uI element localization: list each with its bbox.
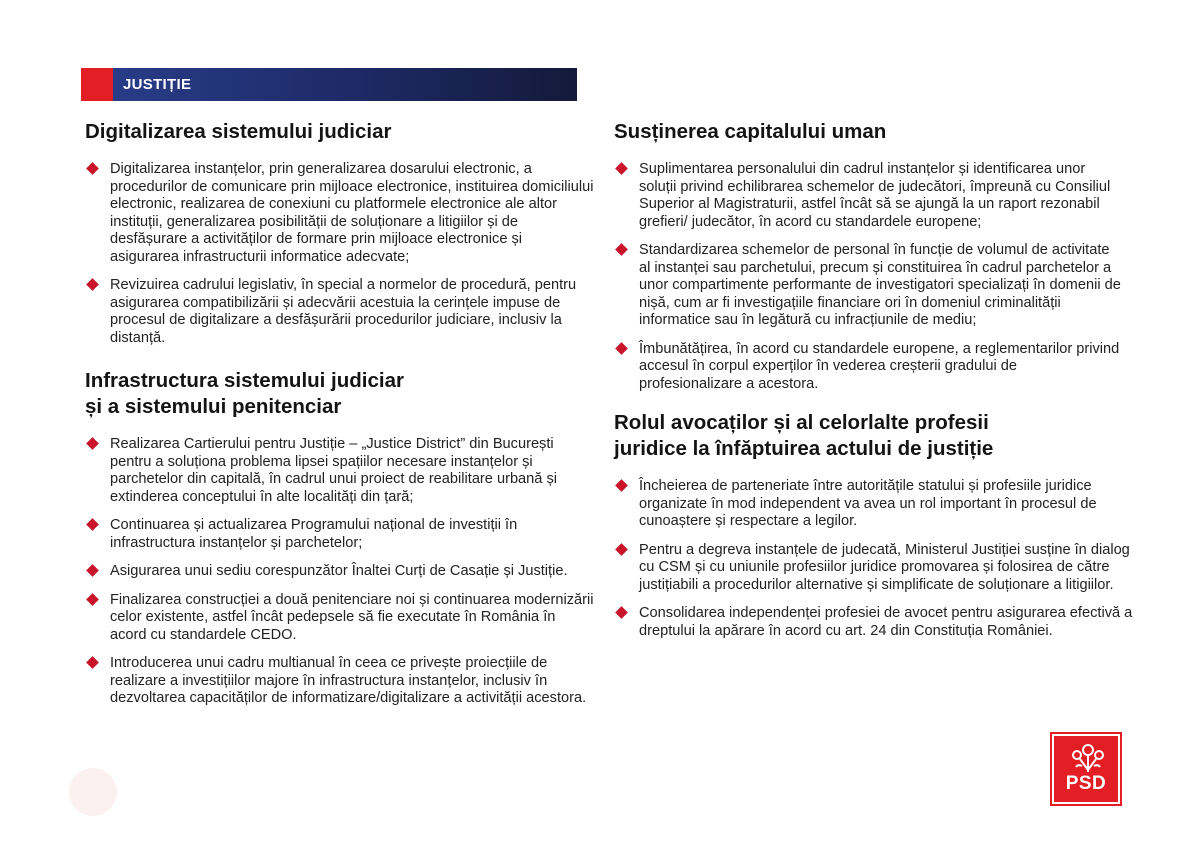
bullet-list: [614, 161, 1124, 393]
section-title: [85, 368, 595, 420]
bullet-item: [85, 436, 595, 506]
banner-red-block: [81, 68, 113, 101]
section-title-line: juridice la înfăptuirea actului de justiție: [614, 437, 994, 460]
diamond-bullet-icon: [86, 656, 99, 669]
bullet-item: [614, 478, 1134, 531]
diamond-bullet-icon: [86, 518, 99, 531]
bullet-list: [85, 161, 595, 347]
bullet-item: [614, 542, 1134, 595]
logo-text: PSD: [1065, 773, 1107, 794]
section-title: [85, 119, 595, 145]
diamond-bullet-icon: [615, 606, 628, 619]
bullet-text: Încheierea de parteneriate între autoritățile statului și profesiile juridice organizate în mod independent va avea un rol important în procesul de cunoaștere și respectare a legilor.: [639, 478, 1097, 529]
bullet-item: [614, 341, 1124, 394]
bullet-item: [85, 517, 595, 552]
section-title-line: Digitalizarea sistemului judiciar: [85, 120, 392, 143]
diamond-bullet-icon: [615, 543, 628, 556]
bullet-text: Asigurarea unui sediu corespunzător Înaltei Curți de Casație și Justiție.: [110, 563, 568, 579]
section-title: [614, 410, 1134, 462]
rose-icon: [1068, 742, 1108, 776]
diamond-bullet-icon: [86, 278, 99, 291]
bullet-text: Digitalizarea instanțelor, prin generalizarea dosarului electronic, a procedurilor de comunicare prin mijloace electronice, instituirea domiciliului electronic, realizarea de conexiuni cu platformele electronice ale altor instituții, generalizarea posibilității de soluționare a litigiilor și de desfășurare a activităților de formare prin mijloace electronice și asigurarea infrastructurii informatice adecvate;: [110, 161, 594, 265]
decorative-circle: [69, 768, 117, 816]
bullet-text: Realizarea Cartierului pentru Justiție – „Justice District” din București pentru a soluționa problema lipsei spațiilor necesare instanțelor și parchetelor din capitală, în cadrul unui proiect de reabilitare urbană și extinderea conceptului în alte localități din țară;: [110, 436, 557, 505]
bullet-item: [85, 161, 595, 266]
diamond-bullet-icon: [86, 162, 99, 175]
bullet-text: Pentru a degreva instanțele de judecată, Ministerul Justiției susține în dialog cu CSM și cu uniunile profesiilor juridice promovarea și folosirea de către justițiabili a procedurilor alternative și simplificate de soluționare a litigiilor.: [639, 541, 1130, 593]
bullet-text: Revizuirea cadrului legislativ, în special a normelor de procedură, pentru asigurarea compatibilizării și adecvării acestuia la cerințele impuse de procesul de digitalizare a desfășurării procedurilor judiciare, inclusiv la distanță.: [110, 277, 577, 346]
section-title-line: Rolul avocaților și al celorlalte profesii: [614, 411, 989, 434]
bullet-text: Standardizarea schemelor de personal în funcție de volumul de activitate al instanței sau parchetului, precum și constituirea în cadrul parchetelor a unor compartimente performante de investigatori specializați în domenii de nișă, cum ar fi investigațiile financiare ori în domeniul criminalității informatice sau în legătură cu infracțiunile de mediu;: [639, 242, 1121, 328]
banner-label: JUSTIȚIE: [123, 76, 192, 93]
bullet-text: Introducerea unui cadru multianual în ceea ce privește proiecțiile de realizare a investițiilor majore în infrastructura instanțelor, inclusiv în dezvoltarea capacităților de informatizare/digitalizare a activității acestora.: [110, 655, 587, 706]
diamond-bullet-icon: [615, 342, 628, 355]
diamond-bullet-icon: [615, 243, 628, 256]
diamond-bullet-icon: [86, 564, 99, 577]
bullet-text: Îmbunătățirea, în acord cu standardele europene, a reglementarilor privind accesul în corpul experților în vederea creșterii gradului de profesionalizare a acestora.: [639, 340, 1120, 392]
bullet-item: [85, 563, 595, 581]
bullet-text: Continuarea și actualizarea Programului național de investiții în infrastructura instanțelor și parchetelor;: [110, 517, 518, 551]
bullet-text: Consolidarea independenței profesiei de avocet pentru asigurarea efectivă a dreptului la apărare în acord cu art. 24 din Constituția României.: [639, 605, 1133, 639]
bullet-item: [85, 592, 595, 645]
psd-logo: [1052, 734, 1120, 804]
section-title-line: și a sistemului penitenciar: [85, 395, 342, 418]
bullet-list: [85, 436, 595, 708]
bullet-item: [85, 277, 595, 347]
bullet-list: [614, 478, 1134, 640]
section-title-line: Infrastructura sistemului judiciar: [85, 369, 404, 392]
diamond-bullet-icon: [86, 437, 99, 450]
section-rolul-avocatilor: [614, 410, 1134, 651]
section-title-line: Susținerea capitalului uman: [614, 120, 887, 143]
section-infrastructura: [85, 368, 595, 719]
bullet-item: [614, 161, 1124, 231]
section-title: [614, 119, 1124, 145]
bullet-item: [614, 242, 1124, 330]
bullet-text: Suplimentarea personalului din cadrul instanțelor și identificarea unor soluții privind echilibrarea schemelor de judecători, împreună cu Consiliul Superior al Magistraturii, astfel încât să se ajungă la un raport rezonabil grefieri/ judecător, în acord cu standardele europene;: [639, 161, 1111, 230]
bullet-item: [614, 605, 1134, 640]
section-digitalizare: [85, 119, 595, 358]
diamond-bullet-icon: [615, 479, 628, 492]
diamond-bullet-icon: [86, 593, 99, 606]
bullet-text: Finalizarea construcției a două penitenciare noi și continuarea modernizării celor existente, astfel încât pedepsele să fie executate în România în acord cu standardele CEDO.: [110, 591, 594, 643]
diamond-bullet-icon: [615, 162, 628, 175]
bullet-item: [85, 655, 595, 708]
section-banner: [81, 68, 577, 101]
section-capital-uman: [614, 119, 1124, 404]
